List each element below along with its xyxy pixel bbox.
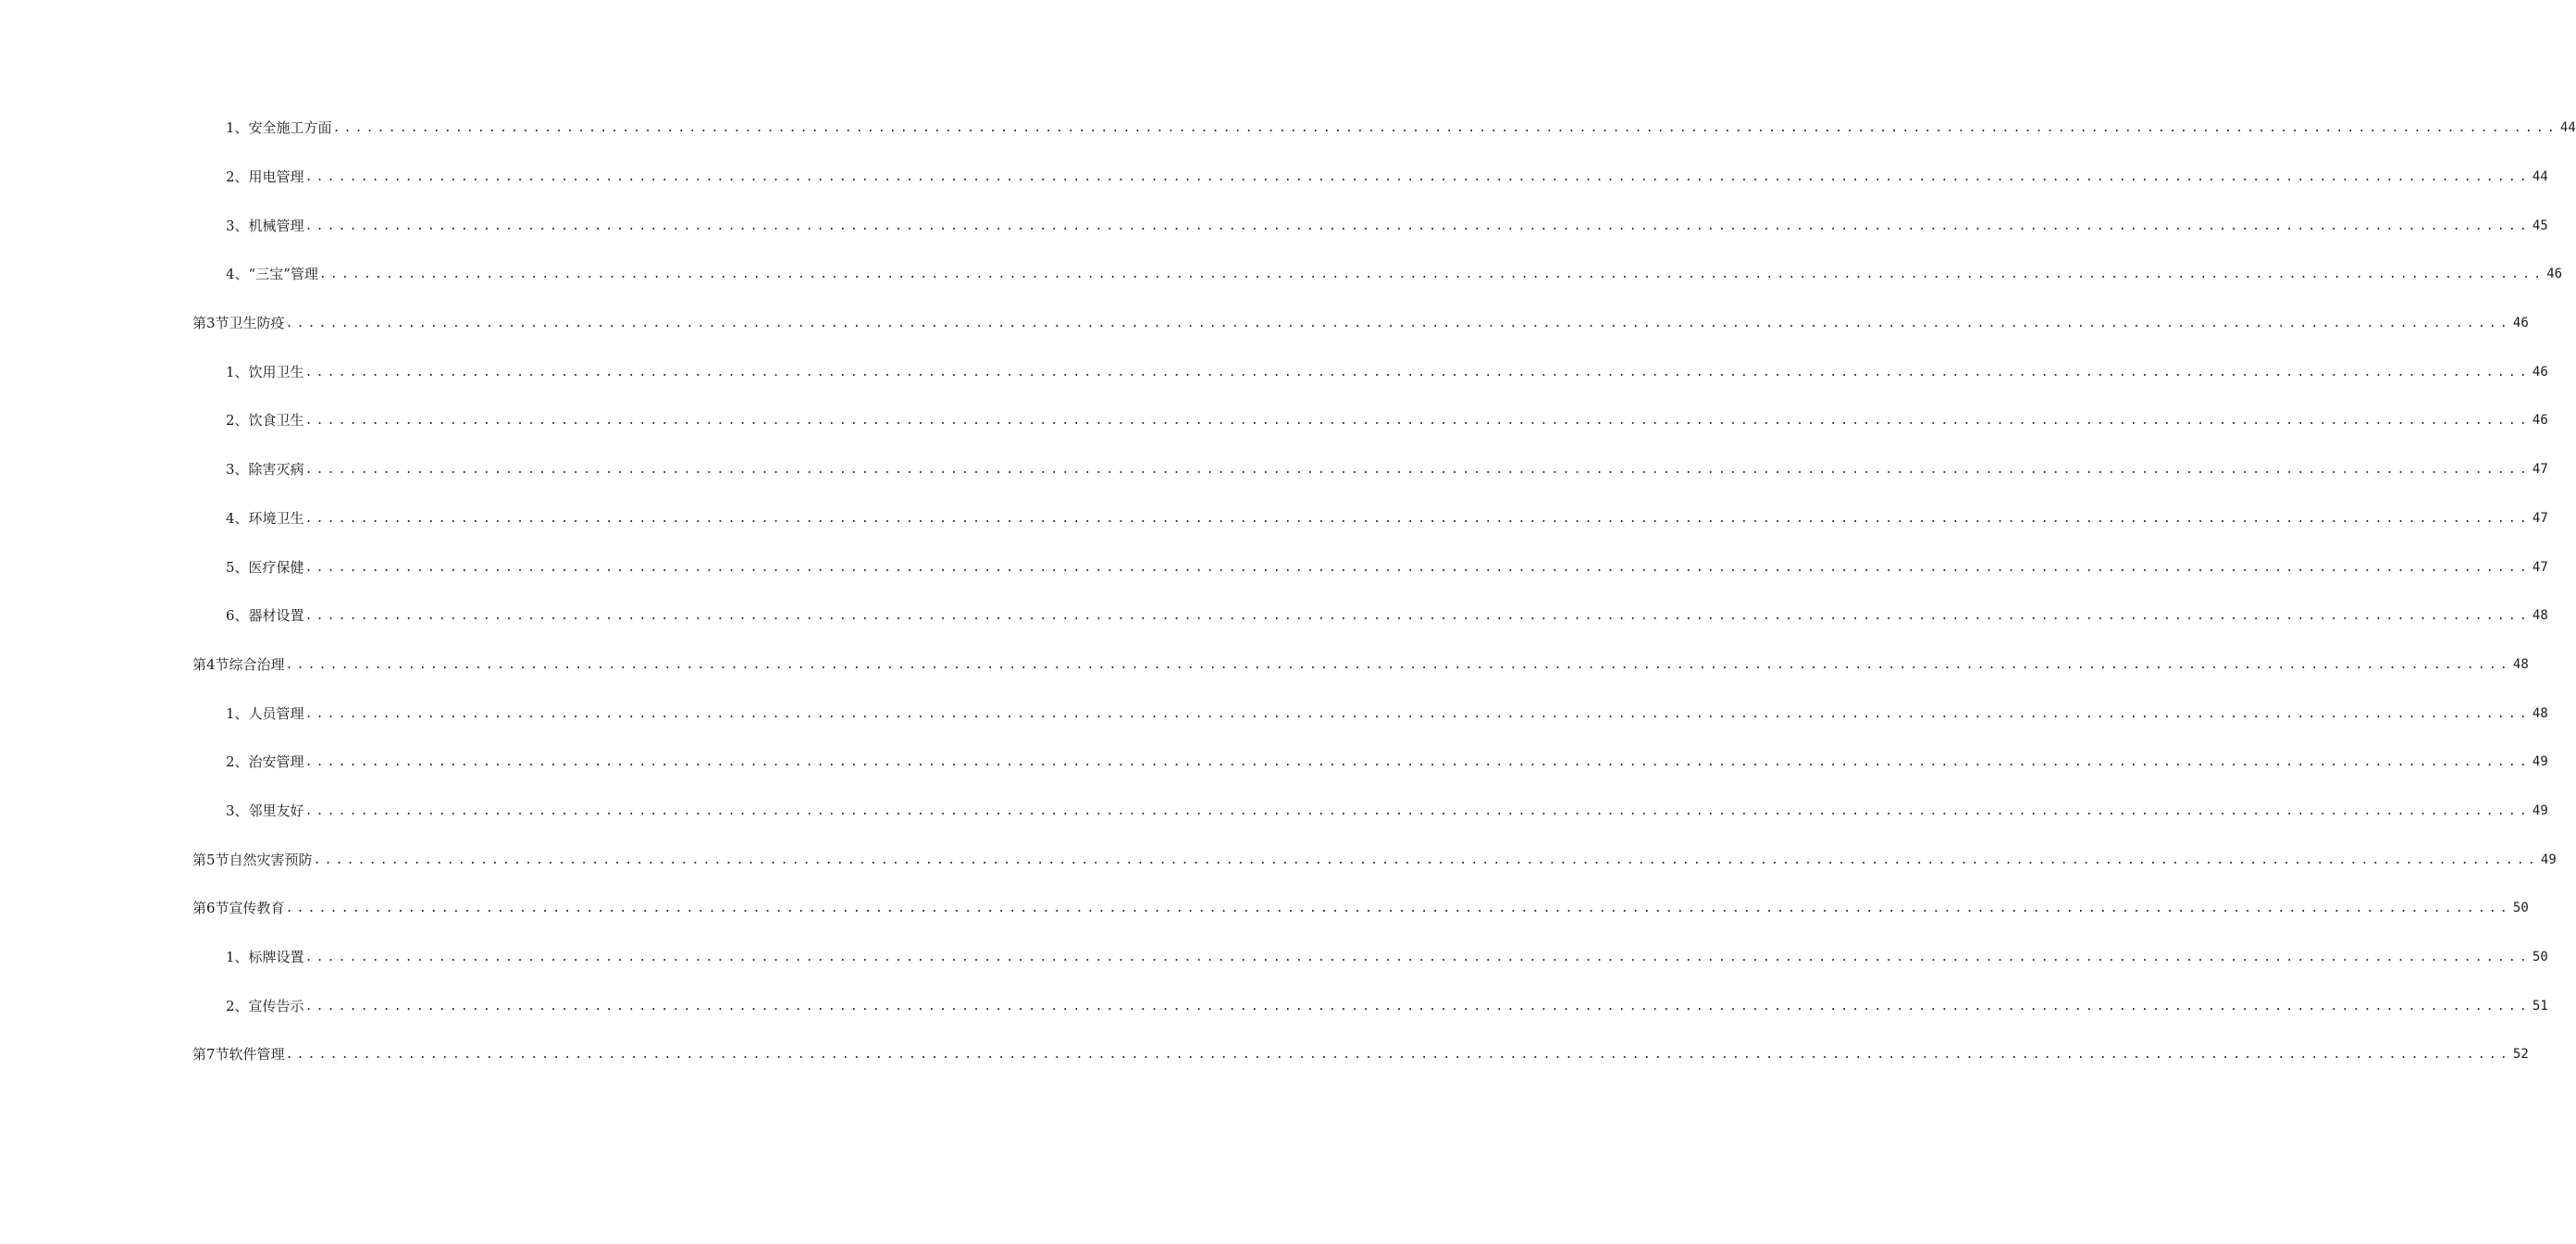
toc-entry-page-number: 46: [2532, 413, 2548, 429]
toc-entry-page-number: 50: [2512, 901, 2529, 916]
toc-item-entry[interactable]: [0, 787, 2548, 836]
toc-entry-title: 宣传教育: [229, 900, 285, 917]
toc-entry-number: 5、: [226, 558, 249, 576]
dot-leader: ........................................................................................................................................................................................................: [304, 463, 2531, 478]
toc-entry-title: 环境卫生: [248, 509, 304, 527]
toc-item-entry[interactable]: [0, 445, 2548, 494]
toc-entry-page-number: 48: [2532, 705, 2548, 721]
dot-leader: ........................................................................................................................................................................................................: [304, 218, 2531, 233]
toc-entry-title: “三宝”管理: [248, 266, 318, 283]
toc-entry-title: 治安管理: [248, 753, 304, 771]
dot-leader: ........................................................................................................................................................................................................: [313, 852, 2539, 867]
toc-item-entry[interactable]: [0, 494, 2548, 543]
dot-leader: ........................................................................................................................................................................................................: [304, 170, 2531, 185]
toc-entry-page-number: 46: [2512, 316, 2529, 331]
toc-entry-page-number: 47: [2532, 462, 2548, 478]
dot-leader: ........................................................................................................................................................................................................: [304, 511, 2531, 526]
toc-item-entry[interactable]: [0, 153, 2548, 202]
toc-entry-number: 1、: [226, 704, 249, 722]
toc-entry-page-number: 52: [2512, 1047, 2529, 1063]
toc-entry-page-number: 44: [2532, 169, 2548, 185]
toc-entry-number: 2、: [226, 753, 249, 771]
toc-entry-number: 4、: [226, 266, 249, 283]
dot-leader: ........................................................................................................................................................................................................: [304, 414, 2531, 429]
dot-leader: ........................................................................................................................................................................................................: [304, 560, 2531, 575]
toc-entry-title: 自然灾害预防: [229, 851, 313, 868]
toc-entry-page-number: 48: [2532, 608, 2548, 624]
toc-entry-number: 2、: [226, 997, 249, 1014]
toc-entry-page-number: 51: [2532, 998, 2548, 1014]
toc-item-entry[interactable]: [0, 542, 2548, 591]
toc-section-entry[interactable]: [0, 641, 2529, 690]
toc-section-entry[interactable]: [0, 835, 2557, 884]
dot-leader: ........................................................................................................................................................................................................: [304, 951, 2531, 965]
dot-leader: ........................................................................................................................................................................................................: [304, 803, 2531, 818]
toc-entry-title: 卫生防疫: [229, 315, 285, 332]
toc-entry-title: 用电管理: [248, 168, 304, 186]
toc-entry-page-number: 46: [2532, 364, 2548, 379]
toc-entry-number: 4、: [226, 509, 249, 527]
toc-entry-number: 1、: [226, 949, 249, 966]
toc-entry-page-number: 45: [2532, 218, 2548, 233]
toc-entry-page-number: 49: [2532, 754, 2548, 770]
toc-entry-number: 3、: [226, 802, 249, 819]
toc-item-entry[interactable]: [0, 347, 2548, 396]
toc-item-entry[interactable]: [0, 689, 2548, 738]
dot-leader: ........................................................................................................................................................................................................: [304, 755, 2531, 770]
toc-entry-title: 综合治理: [229, 655, 285, 673]
toc-item-entry[interactable]: [0, 250, 2563, 299]
toc-section-entry[interactable]: [0, 299, 2529, 348]
toc-item-entry[interactable]: [0, 738, 2548, 787]
toc-entry-number: 第7节: [192, 1046, 229, 1064]
toc-entry-number: 6、: [226, 607, 249, 625]
toc-section-entry[interactable]: [0, 1030, 2529, 1079]
dot-leader: ........................................................................................................................................................................................................: [285, 657, 2511, 672]
toc-entry-number: 第4节: [192, 655, 229, 673]
table-of-contents: [0, 104, 2576, 1079]
toc-entry-page-number: 48: [2512, 656, 2529, 672]
toc-entry-page-number: 46: [2546, 267, 2563, 282]
toc-entry-number: 2、: [226, 168, 249, 186]
toc-entry-page-number: 49: [2532, 802, 2548, 818]
toc-entry-page-number: 49: [2540, 852, 2557, 867]
toc-entry-title: 标牌设置: [248, 949, 304, 966]
toc-entry-page-number: 44: [2559, 120, 2576, 136]
toc-item-entry[interactable]: [0, 981, 2548, 1030]
toc-entry-title: 饮食卫生: [248, 412, 304, 429]
toc-item-entry[interactable]: [0, 104, 2576, 153]
toc-item-entry[interactable]: [0, 201, 2548, 250]
toc-entry-title: 人员管理: [248, 704, 304, 722]
toc-section-entry[interactable]: [0, 884, 2529, 933]
dot-leader: ........................................................................................................................................................................................................: [304, 609, 2531, 624]
toc-entry-title: 除害灭病: [248, 461, 304, 479]
dot-leader: ........................................................................................................................................................................................................: [285, 1048, 2511, 1063]
dot-leader: ........................................................................................................................................................................................................: [285, 902, 2511, 916]
toc-entry-title: 安全施工方面: [248, 119, 332, 137]
toc-entry-page-number: 47: [2532, 510, 2548, 526]
toc-entry-page-number: 47: [2532, 559, 2548, 575]
toc-entry-title: 器材设置: [248, 607, 304, 625]
dot-leader: ........................................................................................................................................................................................................: [304, 999, 2531, 1014]
toc-entry-title: 饮用卫生: [248, 363, 304, 380]
dot-leader: ........................................................................................................................................................................................................: [304, 365, 2531, 379]
toc-item-entry[interactable]: [0, 396, 2548, 445]
dot-leader: ........................................................................................................................................................................................................: [332, 121, 2558, 136]
toc-entry-number: 第5节: [192, 851, 229, 868]
toc-entry-title: 软件管理: [229, 1046, 285, 1064]
dot-leader: ........................................................................................................................................................................................................: [304, 706, 2531, 721]
dot-leader: ........................................................................................................................................................................................................: [318, 267, 2545, 282]
toc-entry-number: 第6节: [192, 900, 229, 917]
toc-entry-title: 医疗保健: [248, 558, 304, 576]
toc-entry-page-number: 50: [2532, 950, 2548, 965]
toc-item-entry[interactable]: [0, 591, 2548, 641]
toc-entry-title: 邻里友好: [248, 802, 304, 819]
toc-entry-number: 第3节: [192, 315, 229, 332]
toc-entry-title: 宣传告示: [248, 997, 304, 1014]
dot-leader: ........................................................................................................................................................................................................: [285, 317, 2511, 331]
toc-entry-number: 1、: [226, 363, 249, 380]
toc-entry-title: 机械管理: [248, 217, 304, 234]
toc-entry-number: 3、: [226, 217, 249, 234]
toc-entry-number: 1、: [226, 119, 249, 137]
toc-entry-number: 2、: [226, 412, 249, 429]
toc-entry-number: 3、: [226, 461, 249, 479]
toc-item-entry[interactable]: [0, 933, 2548, 982]
